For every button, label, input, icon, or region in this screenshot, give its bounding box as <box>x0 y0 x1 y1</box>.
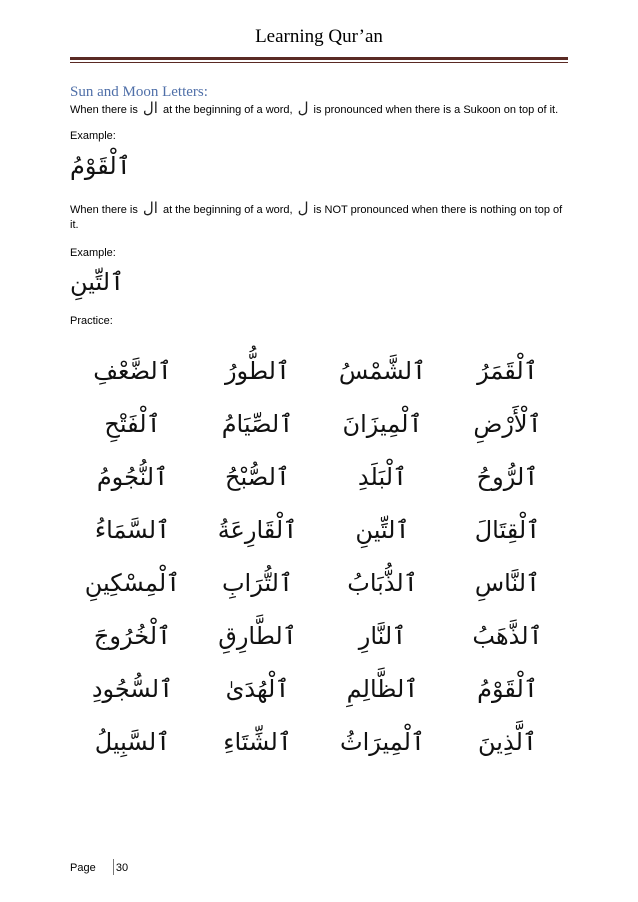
practice-word: ٱلنُّجُومُ <box>96 463 169 491</box>
practice-word: ٱلصُّبْحُ <box>225 463 290 491</box>
practice-word: ٱلْقَارِعَةُ <box>217 516 298 544</box>
practice-word: ٱلتُّرَابِ <box>221 569 294 597</box>
practice-word: ٱلنَّاسِ <box>474 569 541 597</box>
practice-grid <box>70 348 570 756</box>
section-heading: Sun and Moon Letters: <box>70 84 208 100</box>
practice-word: ٱلذُّبَابُ <box>347 569 418 597</box>
practice-word: ٱلسَّبِيلُ <box>94 728 171 756</box>
practice-word: ٱلنَّارِ <box>358 622 407 650</box>
header-rule-thin <box>70 62 568 63</box>
example2-label: Example: <box>70 247 116 259</box>
practice-word: ٱلشِّتَاءِ <box>223 728 292 756</box>
practice-word: ٱلْمِسْكِينِ <box>84 569 181 597</box>
lam-glyph: ل <box>297 99 309 117</box>
practice-word: ٱلصِّيَامُ <box>221 410 294 438</box>
lam-glyph: ل <box>297 199 309 217</box>
moon-rule-before: When there is <box>70 104 138 116</box>
moon-rule-middle: at the beginning of a word, <box>162 104 293 116</box>
practice-word: ٱلطُّورُ <box>224 357 291 385</box>
example1-word: ٱلْقَوْمُ <box>70 152 131 180</box>
practice-word: ٱلطَّارِقِ <box>218 622 297 650</box>
sun-rule-middle: at the beginning of a word, <box>162 204 293 216</box>
practice-label: Practice: <box>70 315 113 327</box>
sun-rule-after: is NOT pronounced when there is nothing on top of <box>313 204 563 216</box>
al-glyph: ال <box>142 199 158 217</box>
page-header-title: Learning Qur’an <box>255 26 383 47</box>
header-rule-thick <box>70 57 568 60</box>
practice-word: ٱلْمِيزَانَ <box>342 410 423 438</box>
practice-word: ٱلشَّمْسُ <box>338 357 427 385</box>
practice-word: ٱلسَّمَاءُ <box>94 516 171 544</box>
practice-word: ٱلْمِيرَاثُ <box>340 728 425 756</box>
sun-rule-continuation: it. <box>70 219 79 231</box>
footer-page-number: 30 <box>115 862 129 874</box>
practice-word: ٱلظَّالِمِ <box>346 675 419 703</box>
example2-word: ٱلتِّينِ <box>70 268 125 296</box>
practice-word: ٱلْأَرْضِ <box>473 410 542 438</box>
sun-rule-before: When there is <box>70 204 138 216</box>
practice-word: ٱلذَّهَبُ <box>472 622 543 650</box>
practice-word: ٱلْهُدَىٰ <box>225 675 290 703</box>
practice-word: ٱلضَّعْفِ <box>93 357 172 385</box>
practice-word: ٱلَّذِينَ <box>478 728 537 756</box>
practice-word: ٱلرُّوحُ <box>476 463 539 491</box>
moon-rule-after: is pronounced when there is a Sukoon on top of it. <box>313 104 559 116</box>
practice-word: ٱلْقَمَرُ <box>477 357 538 385</box>
practice-word: ٱلتِّينِ <box>355 516 410 544</box>
footer-page-label: Page <box>70 862 96 874</box>
moon-rule-text <box>70 100 570 119</box>
practice-word: ٱلْقِتَالَ <box>474 516 541 544</box>
practice-word: ٱلْبَلَدِ <box>357 463 408 491</box>
practice-word: ٱلْخُرُوجَ <box>93 622 172 650</box>
practice-word: ٱلْقَوْمُ <box>477 675 538 703</box>
al-glyph: ال <box>142 99 158 117</box>
practice-word: ٱلسُّجُودِ <box>91 675 174 703</box>
practice-word: ٱلْفَتْحِ <box>104 410 161 438</box>
example1-label: Example: <box>70 130 116 142</box>
footer-separator <box>113 859 114 875</box>
page-footer <box>70 862 128 874</box>
